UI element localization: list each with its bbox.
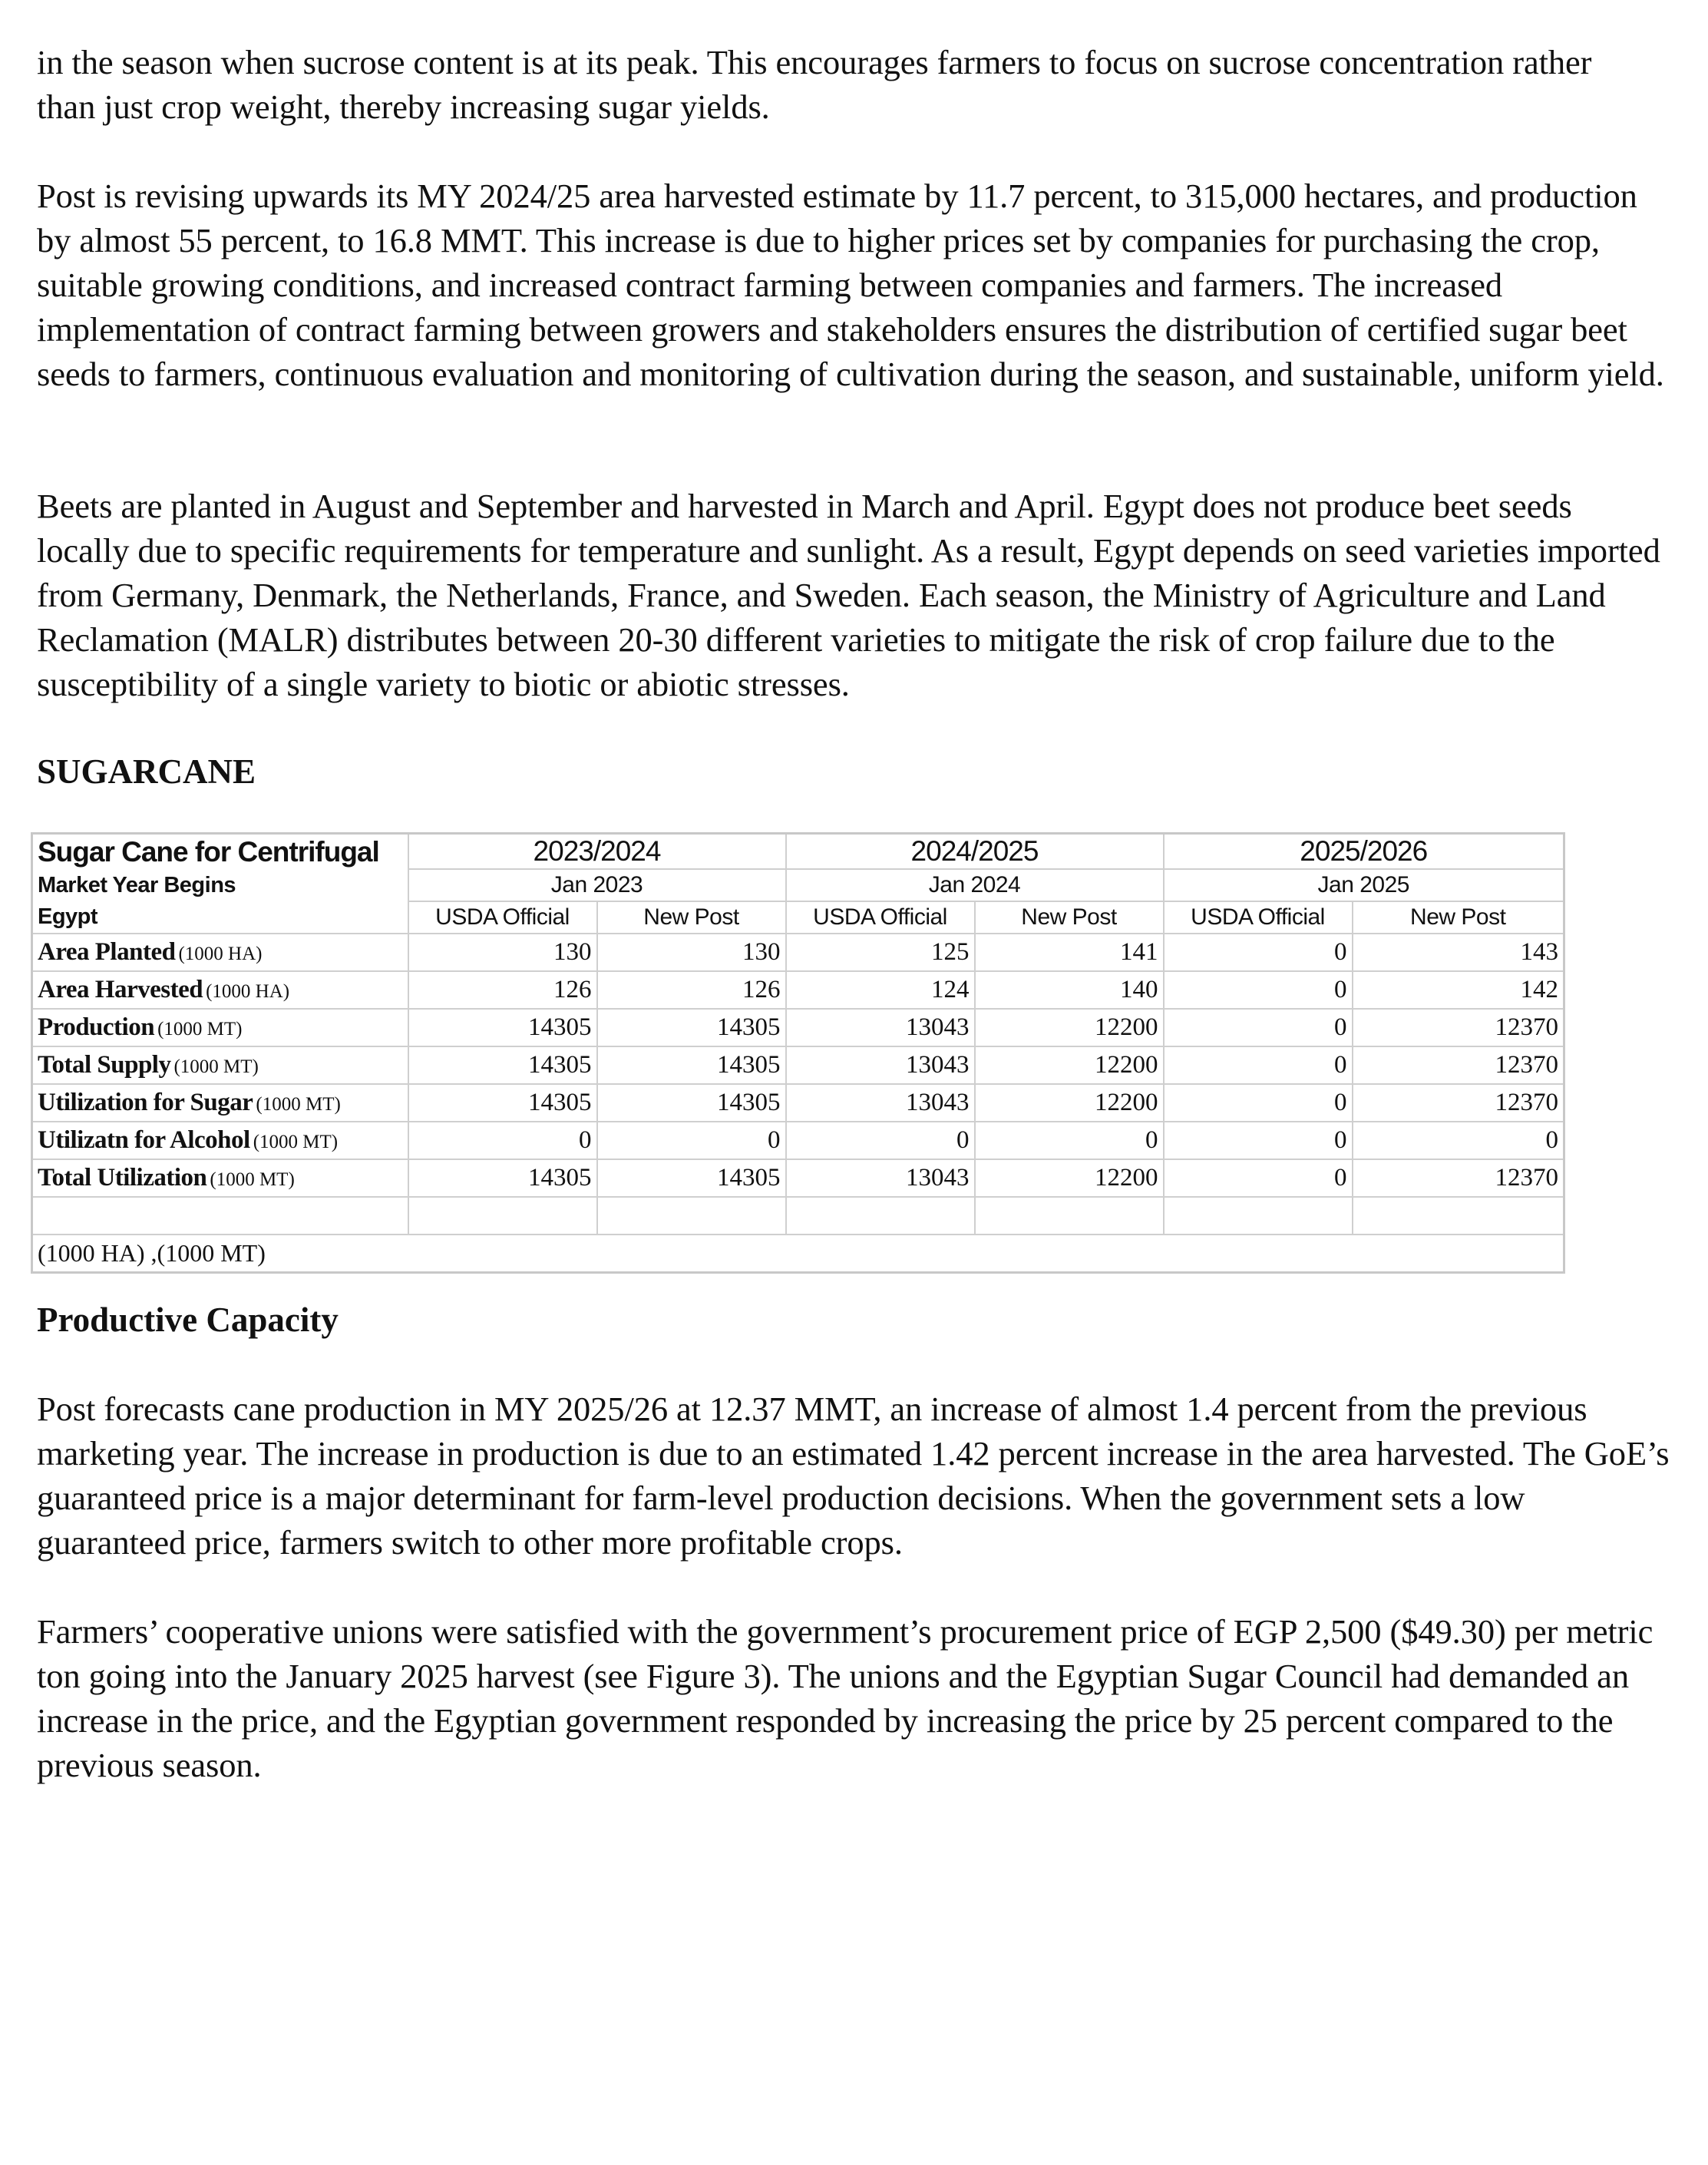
value-cell: 12200: [975, 1009, 1164, 1046]
section-heading-sugarcane: SUGARCANE: [37, 752, 256, 791]
value-cell: 12370: [1353, 1046, 1564, 1084]
table-row: [32, 971, 1564, 1009]
value-cell: 142: [1353, 971, 1564, 1009]
value-cell: 13043: [786, 1084, 975, 1122]
row-label: Total Utilization: [38, 1164, 207, 1192]
year-header: 2025/2026: [1164, 834, 1564, 870]
value-cell: 0: [975, 1122, 1164, 1159]
value-cell: 0: [1164, 934, 1353, 971]
value-cell: 143: [1353, 934, 1564, 971]
row-label: Area Planted: [38, 938, 176, 966]
paragraph-sucrose-continuation: in the season when sucrose content is at its peak. This encourages farmers to focus on sucrose concentration rather than just crop weight, thereby increasing sugar yields.: [37, 43, 1592, 126]
row-label-cell: [32, 1046, 408, 1084]
value-cell: 14305: [597, 1009, 786, 1046]
value-cell: 14305: [408, 1009, 597, 1046]
value-cell: 12370: [1353, 1159, 1564, 1197]
paragraph-cane-forecast: Post forecasts cane production in MY 2025/26 at 12.37 MMT, an increase of almost 1.4 percent from the previous marketing year. The increase in production is due to an estimated 1.42 percent increase in the area harvested. The GoE’s guaranteed price is a major determinant for farm-level production decisions. When the government sets a low guaranteed price, farmers switch to other more profitable crops.: [37, 1390, 1670, 1562]
year-header: 2023/2024: [408, 834, 786, 870]
value-cell: 0: [1164, 971, 1353, 1009]
row-label-cell: [32, 1009, 408, 1046]
value-cell: 126: [597, 971, 786, 1009]
market-year-begins: Jan 2025: [1164, 869, 1564, 901]
value-cell: 13043: [786, 1046, 975, 1084]
value-cell: 0: [1164, 1084, 1353, 1122]
year-header: 2024/2025: [786, 834, 1164, 870]
row-unit: (1000 MT): [173, 1056, 259, 1077]
row-label-cell: [32, 1159, 408, 1197]
col-header-post: New Post: [597, 901, 786, 934]
col-header-usda: USDA Official: [1164, 901, 1353, 934]
row-unit: (1000 HA): [206, 981, 290, 1002]
table-footnote-row: [32, 1235, 1564, 1273]
value-cell: 126: [408, 971, 597, 1009]
col-header-post: New Post: [1353, 901, 1564, 934]
value-cell: 0: [1164, 1046, 1353, 1084]
row-label: Utilizatn for Alcohol: [38, 1126, 250, 1154]
table-empty-row: [32, 1197, 1564, 1235]
table-row: [32, 1159, 1564, 1197]
row-label-cell: [32, 1084, 408, 1122]
paragraph-area-harvested-revision: Post is revising upwards its MY 2024/25 area harvested estimate by 11.7 percent, to 315,000 hectares, and production by almost 55 percent, to 16.8 MMT. This increase is due to higher prices set by companies for purchasing the crop, suitable growing conditions, and increased contract farming between companies and farmers. The increased implementation of contract farming between growers and stakeholders ensures the distribution of certified sugar beet seeds to farmers, continuous evaluation and monitoring of cultivation during the season, and sustainable, uniform yield.: [37, 177, 1664, 393]
row-label-cell: [32, 934, 408, 971]
table-title: Sugar Cane for Centrifugal: [32, 834, 408, 870]
market-year-label: Market Year Begins: [32, 869, 408, 901]
row-unit: (1000 MT): [210, 1169, 295, 1190]
table-header-row-begins: [32, 869, 1564, 901]
value-cell: 124: [786, 971, 975, 1009]
value-cell: 130: [408, 934, 597, 971]
value-cell: 14305: [408, 1159, 597, 1197]
value-cell: 12200: [975, 1084, 1164, 1122]
row-label: Utilization for Sugar: [38, 1089, 253, 1116]
value-cell: 0: [597, 1122, 786, 1159]
psd-table-container: [31, 832, 1563, 1274]
value-cell: 0: [1353, 1122, 1564, 1159]
value-cell: 14305: [597, 1159, 786, 1197]
value-cell: 13043: [786, 1009, 975, 1046]
value-cell: 140: [975, 971, 1164, 1009]
table-header-row-columns: [32, 901, 1564, 934]
value-cell: 12200: [975, 1159, 1164, 1197]
subsection-heading-productive-capacity: Productive Capacity: [37, 1301, 339, 1339]
value-cell: 13043: [786, 1159, 975, 1197]
col-header-usda: USDA Official: [786, 901, 975, 934]
market-year-begins: Jan 2023: [408, 869, 786, 901]
value-cell: 14305: [597, 1046, 786, 1084]
value-cell: 12200: [975, 1046, 1164, 1084]
col-header-post: New Post: [975, 901, 1164, 934]
paragraph-beet-planting: Beets are planted in August and September and harvested in March and April. Egypt does not produce beet seeds locally due to specific requirements for temperature and sunlight. As a result, Egypt depends on seed varieties imported from Germany, Denmark, the Netherlands, France, and Sweden. Each season, the Ministry of Agriculture and Land Reclamation (MALR) distributes between 20-30 different varieties to mitigate the risk of crop failure due to the susceptibility of a single variety to biotic or abiotic stresses.: [37, 487, 1660, 703]
table-row: [32, 1046, 1564, 1084]
value-cell: 14305: [408, 1046, 597, 1084]
value-cell: 0: [1164, 1122, 1353, 1159]
table-row: [32, 1084, 1564, 1122]
value-cell: 125: [786, 934, 975, 971]
value-cell: 0: [1164, 1159, 1353, 1197]
row-unit: (1000 HA): [178, 944, 263, 964]
row-unit: (1000 MT): [157, 1019, 243, 1040]
paragraph-procurement-price: Farmers’ cooperative unions were satisfied with the government’s procurement price of EGP 2,500 ($49.30) per metric ton going into the January 2025 harvest (see Figure 3). The unions and the Egyptian Sugar Council had demanded an increase in the price, and the Egyptian government responded by increasing the price by 25 percent compared to the previous season.: [37, 1612, 1653, 1784]
value-cell: 14305: [408, 1084, 597, 1122]
row-label: Total Supply: [38, 1051, 171, 1079]
value-cell: 0: [786, 1122, 975, 1159]
psd-table: [31, 832, 1565, 1274]
row-unit: (1000 MT): [256, 1094, 341, 1115]
market-year-begins: Jan 2024: [786, 869, 1164, 901]
table-footnote: (1000 HA) ,(1000 MT): [32, 1235, 1564, 1273]
table-row: [32, 934, 1564, 971]
value-cell: 12370: [1353, 1084, 1564, 1122]
value-cell: 14305: [597, 1084, 786, 1122]
value-cell: 0: [408, 1122, 597, 1159]
row-label-cell: [32, 1122, 408, 1159]
value-cell: 141: [975, 934, 1164, 971]
value-cell: 12370: [1353, 1009, 1564, 1046]
table-row: [32, 1009, 1564, 1046]
value-cell: 0: [1164, 1009, 1353, 1046]
table-body: [32, 934, 1564, 1197]
table-header-row-years: [32, 834, 1564, 870]
row-label: Area Harvested: [38, 976, 203, 1003]
value-cell: 130: [597, 934, 786, 971]
row-label-cell: [32, 971, 408, 1009]
col-header-usda: USDA Official: [408, 901, 597, 934]
row-label: Production: [38, 1013, 155, 1041]
table-row: [32, 1122, 1564, 1159]
country-label: Egypt: [32, 901, 408, 934]
row-unit: (1000 MT): [253, 1132, 339, 1152]
